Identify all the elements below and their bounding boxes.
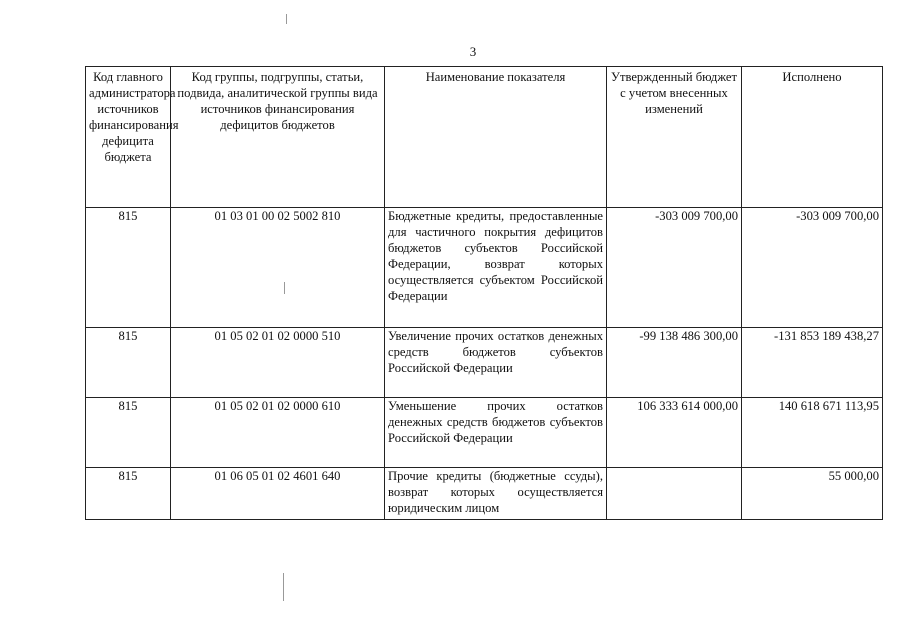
admin-code-cell: 815 [86, 208, 171, 328]
indicator-name-cell: Увеличение прочих остатков денежных средств бюджетов субъектов Российской Федерации [385, 328, 607, 398]
approved-cell: -303 009 700,00 [607, 208, 742, 328]
executed-cell: 55 000,00 [742, 468, 883, 520]
group-code-cell: 01 03 01 00 02 5002 810 [171, 208, 385, 328]
header-approved-budget: Утвержденный бюджет с учетом внесенных изменений [607, 67, 742, 208]
group-code-cell: 01 06 05 01 02 4601 640 [171, 468, 385, 520]
admin-code-cell: 815 [86, 468, 171, 520]
approved-cell [607, 468, 742, 520]
group-code-cell: 01 05 02 01 02 0000 510 [171, 328, 385, 398]
indicator-name-cell: Уменьшение прочих остатков денежных средств бюджетов субъектов Российской Федерации [385, 398, 607, 468]
header-executed: Исполнено [742, 67, 883, 208]
approved-cell: 106 333 614 000,00 [607, 398, 742, 468]
executed-cell: 140 618 671 113,95 [742, 398, 883, 468]
group-code-cell: 01 05 02 01 02 0000 610 [171, 398, 385, 468]
approved-cell: -99 138 486 300,00 [607, 328, 742, 398]
header-row [86, 67, 883, 208]
table-row [86, 468, 883, 520]
admin-code-cell: 815 [86, 398, 171, 468]
executed-cell: -131 853 189 438,27 [742, 328, 883, 398]
table-row [86, 328, 883, 398]
indicator-name-cell: Бюджетные кредиты, предоставленные для частичного покрытия дефицитов бюджетов субъектов Российской Федерации, возврат которых осуществляется субъектом Российской Федерации [385, 208, 607, 328]
scan-mark [286, 14, 287, 24]
page-number: 3 [469, 44, 477, 59]
executed-cell: -303 009 700,00 [742, 208, 883, 328]
admin-code-cell: 815 [86, 328, 171, 398]
indicator-name-cell: Прочие кредиты (бюджетные ссуды), возврат которых осуществляется юридическим лицом [385, 468, 607, 520]
budget-sources-table [85, 66, 883, 520]
header-indicator-name: Наименование показателя [385, 67, 607, 208]
table-row [86, 208, 883, 328]
header-admin-code: Код главного администратора источников финансирования дефицита бюджета [86, 67, 171, 208]
header-group-code: Код группы, подгруппы, статьи, подвида, аналитической группы вида источников финансирования дефицитов бюджетов [171, 67, 385, 208]
scan-mark [283, 573, 284, 601]
table-row [86, 398, 883, 468]
